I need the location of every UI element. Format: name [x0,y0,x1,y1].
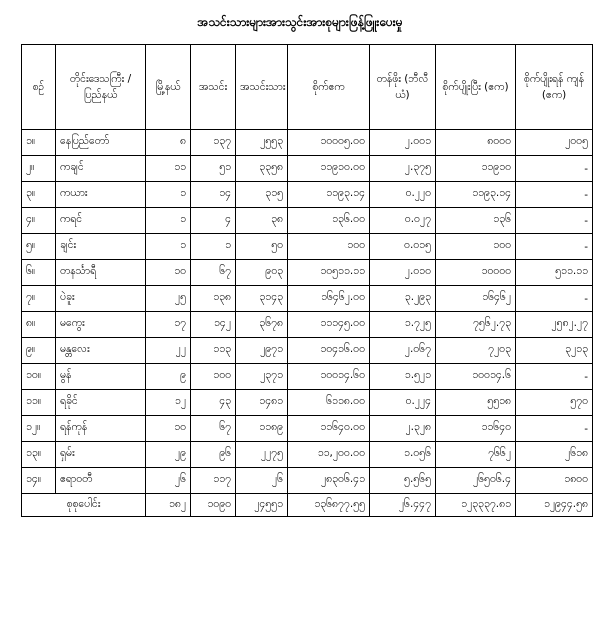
table-cell: ၆၁၁၈.၀၀ [288,390,370,416]
table-cell: ၁ [146,234,191,260]
table-cell: ၂.၀၁၀ [370,260,436,286]
row-index: ၅။ [22,234,56,260]
table-cell: ၁၃၆ [436,208,516,234]
table-cell: ၅၁၁.၁၁ [516,260,593,286]
table-cell: ၇၅၆၂.၇၃ [436,312,516,338]
table-cell: ၇၆၆၂ [436,442,516,468]
table-cell: ၄ [191,208,236,234]
table-cell: ၁၁၇ [191,468,236,494]
table-cell: ၁၁၃ [191,338,236,364]
table-cell: ၁၄၂ [191,312,236,338]
table-cell: ၃၁၄၃ [236,286,288,312]
table-cell: ၀.၂၂၄ [370,390,436,416]
table-cell: ၃၃၅၈ [236,156,288,182]
table-cell: ၂၆၅၀၆.၄ [436,468,516,494]
row-index: ၁၂။ [22,416,56,442]
table-cell: ၂၉ [146,442,191,468]
table-cell: ၁၀၀၁၄.၆ [436,364,516,390]
region-name: မန္တလေး [56,338,146,364]
header-cell: စဉ် [22,45,56,130]
total-cell: ၁၃၆၈၇၇.၅၅ [288,494,370,517]
table-cell: ၁၆၄၆၂ [436,286,516,312]
table-cell: - [516,156,593,182]
table-cell: ၈ [146,130,191,156]
row-index: ၁၃။ [22,442,56,468]
table-cell: ၁၃၆.၀၀ [288,208,370,234]
table-cell: ၉၆ [191,442,236,468]
header-cell: စိုက်ဧက [288,45,370,130]
table-cell: ၂၅၅၃ [236,130,288,156]
table-cell: ၁၆၄၆၂.၀၀ [288,286,370,312]
table-row [22,364,593,390]
table-cell: ၂၀၀၅ [516,130,593,156]
table-cell: ၁၀၀၀၅.၀၀ [288,130,370,156]
table-cell: ၁၁၁၄၅.၀၀ [288,312,370,338]
table-row [22,208,593,234]
table-cell: ၅.၅၆၅ [370,468,436,494]
table-cell: ၃၆၇၈ [236,312,288,338]
table-cell: ၁၄၈၁ [236,390,288,416]
table-cell: ၁၈၀၀ [516,468,593,494]
table-row [22,338,593,364]
table-cell: ၈၀၀၀ [436,130,516,156]
table-cell: ၁.၅၂၁ [370,364,436,390]
region-name: ကယား [56,182,146,208]
table-cell: ၁၄ [191,182,236,208]
table-cell: ၁၀၀ [288,234,370,260]
table-row [22,260,593,286]
table-cell: ၁၁,၂၀၀.၀၀ [288,442,370,468]
region-name: တနင်္သာရီ [56,260,146,286]
table-cell: ၁၁၆၄၀.၀၀ [288,416,370,442]
table-cell: ၆၇ [191,416,236,442]
table-cell: ၁၀၀၁၄.၆၀ [288,364,370,390]
table-cell: ၉ [146,364,191,390]
table-cell: - [516,234,593,260]
table-cell: ၁ [146,208,191,234]
table-cell: ၁၀၅၁၁.၁၁ [288,260,370,286]
table-cell: - [516,182,593,208]
table-cell: ၁၀ [146,416,191,442]
header-cell: အသင်း [191,45,236,130]
table-row [22,130,593,156]
table-cell: ၀.၀၁၅ [370,234,436,260]
page-title: အသင်းသားများအားသွင်းအားစုများဖြန့်ဖြူးပေးမှု [197,15,403,29]
row-index: ၁၁။ [22,390,56,416]
table-cell: - [516,364,593,390]
table-cell: ၂၉၇၁ [236,338,288,364]
table-cell: ၃.၂၉၃ [370,286,436,312]
table-cell: ၂၆ [146,468,191,494]
region-name: ရခိုင် [56,390,146,416]
table-cell: ၁၁၆၄၀ [436,416,516,442]
region-name: ချင်း [56,234,146,260]
table-cell: ၂၆၁၈ [516,442,593,468]
table-cell: ၁၁၉၁၀.၀၀ [288,156,370,182]
table-cell: ၂၃၇၁ [236,364,288,390]
table-cell: ၀.၀၂၇ [370,208,436,234]
region-name: နေပြည်တော် [56,130,146,156]
table-header-row [22,45,593,130]
row-index: ၉။ [22,338,56,364]
table-row [22,234,593,260]
region-name: ပဲခူး [56,286,146,312]
region-name: မွန် [56,364,146,390]
table-cell: ၂.၃၇၅ [370,156,436,182]
table-cell: ၀.၂၂၀ [370,182,436,208]
total-cell: ၁၂၉၄၄.၅၈ [516,494,593,517]
table-cell: ၁၁၈၉ [236,416,288,442]
table-cell: ၁၇ [146,312,191,338]
table-cell: ၄၃ [191,390,236,416]
table-cell: ၆၇ [191,260,236,286]
table-row [22,442,593,468]
table-cell: ၂.၃၂၈ [370,416,436,442]
header-cell: စိုက်ပျိုးရန် ကျန် (ဧက) [516,45,593,130]
row-index: ၁။ [22,130,56,156]
row-index: ၃။ [22,182,56,208]
table-cell: ၅၀ [236,234,288,260]
table-row [22,182,593,208]
row-index: ၈။ [22,312,56,338]
table-cell: ၁၃၇ [191,130,236,156]
total-cell: ၁၀၉၀ [191,494,236,517]
total-cell: ၁၈၂ [146,494,191,517]
row-index: ၂။ [22,156,56,182]
table-row [22,312,593,338]
region-name: ကရင် [56,208,146,234]
row-index: ၄။ [22,208,56,234]
region-name: ဧရာဝတီ [56,468,146,494]
distribution-table [21,44,593,517]
table-cell: ၂၂၇၅ [236,442,288,468]
region-name: မကွေး [56,312,146,338]
total-cell: ၂၆.၄၄၇ [370,494,436,517]
table-cell: ၂.၀၀၁ [370,130,436,156]
table-row [22,156,593,182]
row-index: ၇။ [22,286,56,312]
row-index: ၆။ [22,260,56,286]
table-cell: ၁ [191,234,236,260]
region-name: ကချင် [56,156,146,182]
header-cell: မြို့နယ် [146,45,191,130]
table-cell: ၂၅ [146,286,191,312]
table-cell: ၁၁၉၁၀ [436,156,516,182]
table-cell: ၇၂၀၃ [436,338,516,364]
total-cell: ၁၂၃၃၃၇.၈၁ [436,494,516,517]
table-cell: ၉၀၃ [236,260,288,286]
table-cell: ၁.၀၅၆ [370,442,436,468]
table-cell: ၃၂၁၃ [516,338,593,364]
table-cell: - [516,286,593,312]
table-row [22,416,593,442]
table-cell: ၁၁၉၃.၁၄ [288,182,370,208]
table-cell: ၅၅၁၈ [436,390,516,416]
table-cell: ၁ [146,182,191,208]
table-cell: ၁၀ [146,260,191,286]
region-name: ရန်ကုန် [56,416,146,442]
region-name: ရှမ်း [56,442,146,468]
table-row [22,390,593,416]
table-cell: ၂၈၃၀၆.၄၁ [288,468,370,494]
table-cell: - [516,416,593,442]
table-cell: ၅၇၀ [516,390,593,416]
header-cell: အသင်းသား [236,45,288,130]
table-cell: ၁၂ [146,390,191,416]
table-cell: ၁.၇၂၅ [370,312,436,338]
total-label: စုစုပေါင်း [22,494,146,517]
row-index: ၁၀။ [22,364,56,390]
total-cell: ၂၄၅၅၁ [236,494,288,517]
table-total-row [22,494,593,517]
table-cell: ၁၀၀၀၀ [436,260,516,286]
table-cell: ၁၀၀ [436,234,516,260]
header-cell: တန်ဖိုး (ဘီလီယံ) [370,45,436,130]
table-cell: - [516,208,593,234]
table-cell: ၁၁၉၃.၁၄ [436,182,516,208]
table-row [22,468,593,494]
table-cell: ၂၂ [146,338,191,364]
table-cell: ၂၅၈၂.၂၇ [516,312,593,338]
table-cell: ၂၆ [236,468,288,494]
table-cell: ၃၁၅ [236,182,288,208]
row-index: ၁၄။ [22,468,56,494]
table-cell: ၁၀၀ [191,364,236,390]
header-cell: တိုင်းဒေသကြီး / ပြည်နယ် [56,45,146,130]
table-cell: ၁၀၄၁၆.၀၀ [288,338,370,364]
header-cell: စိုက်ပျိုးပြီး (ဧက) [436,45,516,130]
table-cell: ၁၁ [146,156,191,182]
table-cell: ၃၈ [236,208,288,234]
table-cell: ၅၁ [191,156,236,182]
table-cell: ၂.၀၆၇ [370,338,436,364]
table-cell: ၁၃၈ [191,286,236,312]
table-row [22,286,593,312]
